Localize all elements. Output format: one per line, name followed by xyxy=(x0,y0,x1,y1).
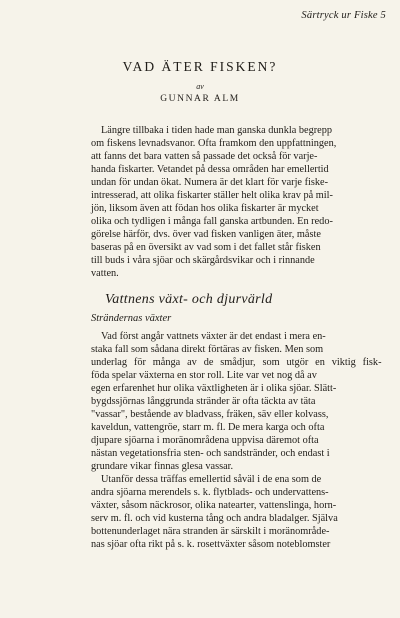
intro-paragraph xyxy=(91,124,382,280)
text-line: intresserad, att olika fiskarter ställer helt olika krav på mil- xyxy=(91,190,333,201)
text-line: görelse härför, dvs. över vad fisken vanligen äter, måste xyxy=(91,229,321,240)
running-head: Särtryck ur Fiske 5 xyxy=(301,10,386,21)
section-heading: Vattnens växt- och djurvärld xyxy=(105,292,273,307)
text-line: jön, liksom även att födan hos olika fiskarter är mycket xyxy=(91,203,319,214)
text-line: vatten. xyxy=(91,268,119,279)
text-line: "vassar", bestående av bladvass, fräken, säv eller kolvass, xyxy=(91,409,329,420)
text-line: grundare vikar finnas glesa vassar. xyxy=(91,461,234,472)
text-line: bygdssjörnas långgrunda stränder är ofta täckta av täta xyxy=(91,396,316,407)
text-line: underlag för många av de smådjur, som utgör en viktig fisk- xyxy=(91,357,382,368)
text-line: nas sjöar ofta rikt på s. k. rosettväxter såsom noteblomster xyxy=(91,539,331,550)
text-line: Längre tillbaka i tiden hade man ganska dunkla begrepp xyxy=(101,125,333,136)
text-line: bottenunderlaget nära stranden är särskilt i moränområde- xyxy=(91,526,330,537)
text-line: till buds i våra sjöar och skärgårdsvikar och i rinnande xyxy=(91,255,315,266)
text-line: nästan vegetationsfria sten- och sandstränder, och endast i xyxy=(91,448,330,459)
article-title: VAD ÄTER FISKEN? xyxy=(122,59,278,74)
text-line: egen erfarenhet hur olika växtligheten är i olika sjöar. Slätt- xyxy=(91,383,337,394)
text-line: föda spelar växterna en stor roll. Lite var vet nog då av xyxy=(91,370,317,381)
text-line: serv m. fl. och vid kusterna tång och andra bladalger. Själva xyxy=(91,513,338,524)
text-line: Vad först angår vattnets växter är det endast i mera en- xyxy=(101,331,326,342)
text-line: växter, såsom näckrosor, olika natearter, vattenslinga, horn- xyxy=(91,500,337,511)
text-line: undan för undan ökat. Numera är det klart för varje fiske- xyxy=(91,177,329,188)
text-line: Utanför dessa träffas emellertid såväl i de ena som de xyxy=(101,474,322,485)
text-line: att fanns det bara vatten så passade det också för varje- xyxy=(91,151,318,162)
text-line: djupare sjöarna i moränområdena uppvisa däremot ofta xyxy=(91,435,319,446)
section-paragraphs xyxy=(91,330,382,551)
text-line: om fiskens levnadsvanor. Ofta framkom den uppfattningen, xyxy=(91,138,337,149)
text-line: handa fiskarter. Vetandet på dessa områden har emellertid xyxy=(91,164,329,175)
text-line: staka fall som sådana direkt förtäras av fisken. Men som xyxy=(91,344,324,355)
byline-prefix: av xyxy=(196,82,204,91)
subsection-heading: Strändernas växter xyxy=(91,313,172,324)
text-line: kaveldun, vattengröe, starr m. fl. De mera karga och ofta xyxy=(91,422,325,433)
author-name: GUNNAR ALM xyxy=(160,94,240,104)
text-line: olika och tydligen i många fall ganska artbunden. En redo- xyxy=(91,216,333,227)
text-line: andra sjöarna merendels s. k. flytblads- och undervattens- xyxy=(91,487,329,498)
text-line: baseras på en översikt av vad som i det fallet står fisken xyxy=(91,242,321,253)
